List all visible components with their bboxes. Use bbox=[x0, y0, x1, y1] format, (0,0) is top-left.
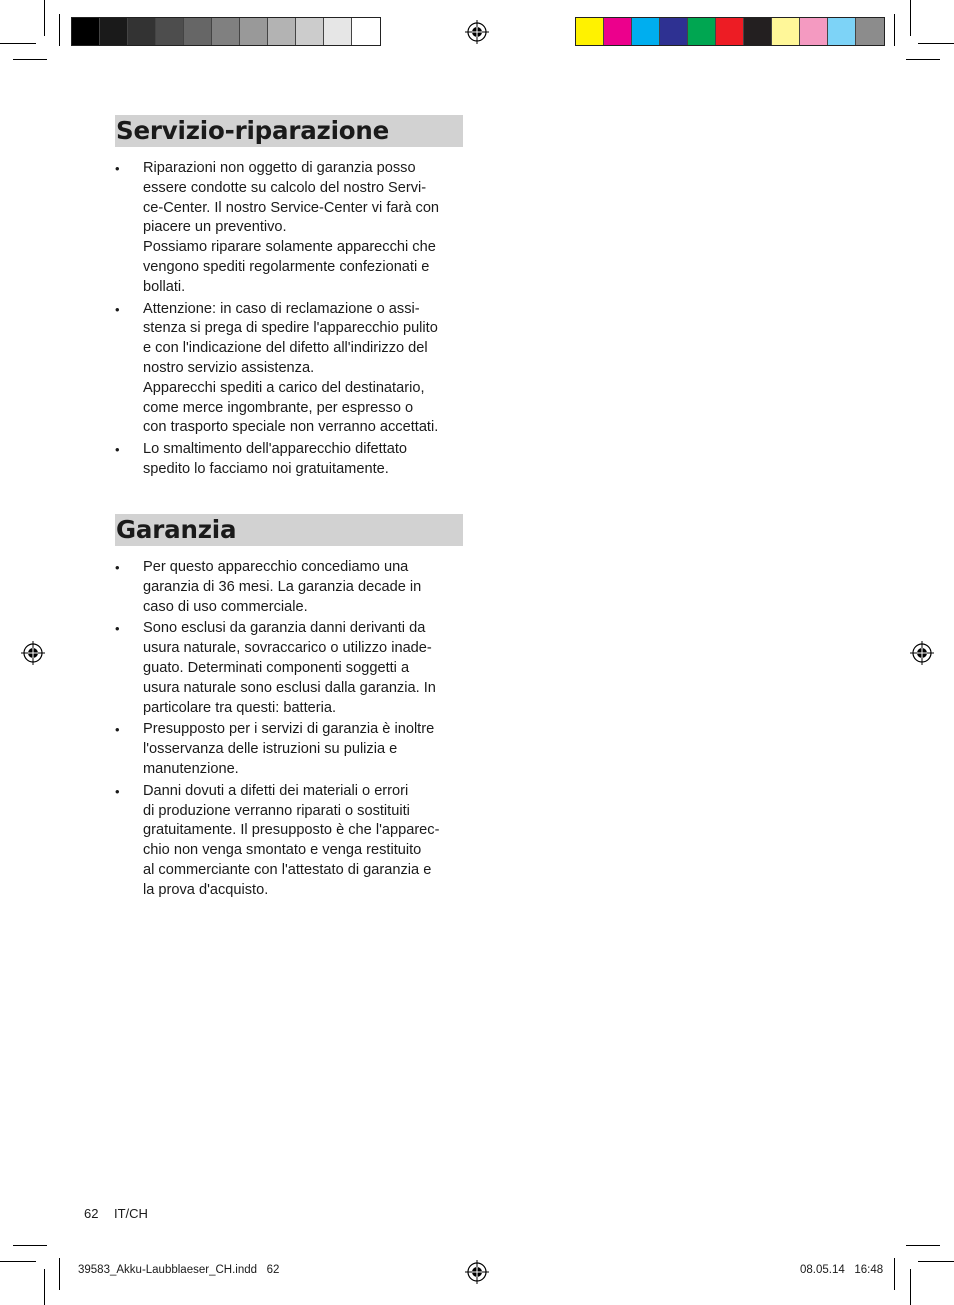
page-number: 62 bbox=[84, 1206, 99, 1221]
color-swatch bbox=[856, 18, 884, 45]
slug-datetime: 08.05.14 16:48 bbox=[800, 1264, 884, 1276]
color-swatch bbox=[576, 18, 604, 45]
color-swatch bbox=[828, 18, 856, 45]
registration-mark-icon-right bbox=[910, 641, 934, 665]
gray-swatch bbox=[352, 18, 380, 45]
registration-mark-icon-top bbox=[465, 20, 489, 44]
gray-swatch bbox=[184, 18, 212, 45]
warranty-heading: Garanzia bbox=[115, 514, 463, 546]
list-item: • Sono esclusi da garanzia danni derivanti da usura naturale, sovraccarico o utilizzo inade- guato. Determinati componenti soggetti a usura naturale sono esclusi dalla garanzia. In particolare tra questi: batteria. bbox=[115, 619, 467, 718]
service-heading: Servizio-riparazione bbox=[115, 115, 463, 147]
color-swatch bbox=[744, 18, 772, 45]
color-swatch bbox=[800, 18, 828, 45]
gray-swatch bbox=[156, 18, 184, 45]
gray-swatch bbox=[296, 18, 324, 45]
crop-mark-bottom-right-v bbox=[910, 1269, 911, 1305]
service-list bbox=[115, 159, 467, 482]
list-item: • Presupposto per i servizi di garanzia è inoltre l'osservanza delle istruzioni su pulizia e manutenzione. bbox=[115, 720, 467, 779]
list-item: • Riparazioni non oggetto di garanzia posso essere condotte su calcolo del nostro Servi- ce-Center. Il nostro Service-Center vi farà con piacere un preventivo. Possiamo riparare solamente apparecchi che vengono spediti regolarmente confezionati e bollati. bbox=[115, 159, 467, 298]
crop-mark-bottom-left-h bbox=[0, 1261, 36, 1262]
color-swatch bbox=[772, 18, 800, 45]
crop-mark-top-left-v bbox=[44, 0, 45, 36]
gray-swatch bbox=[72, 18, 100, 45]
crop-mark-top-left-v2 bbox=[59, 14, 60, 46]
crop-mark-top-right-h bbox=[918, 43, 954, 44]
list-item: • Lo smaltimento dell'apparecchio difettato spedito lo facciamo noi gratuitamente. bbox=[115, 440, 467, 480]
crop-mark-bottom-left-h2 bbox=[13, 1245, 47, 1246]
warranty-list bbox=[115, 558, 467, 903]
list-item: • Attenzione: in caso di reclamazione o assi- stenza si prega di spedire l'apparecchio pulito e con l'indicazione del difetto all'indirizzo del nostro servizio assistenza. Apparecchi spediti a carico del destinatario, come merce ingombrante, per espresso o con trasporto speciale non verranno accettati. bbox=[115, 300, 467, 439]
crop-mark-bottom-left-v bbox=[44, 1269, 45, 1305]
crop-mark-top-left-h bbox=[0, 43, 36, 44]
gray-swatch bbox=[268, 18, 296, 45]
crop-mark-top-right-v2 bbox=[894, 14, 895, 46]
crop-mark-bottom-right-v2 bbox=[894, 1258, 895, 1290]
gray-swatch bbox=[100, 18, 128, 45]
crop-mark-top-right-v bbox=[910, 0, 911, 36]
gray-swatch bbox=[324, 18, 352, 45]
crop-mark-bottom-right-h2 bbox=[906, 1245, 940, 1246]
crop-mark-bottom-left-v2 bbox=[59, 1258, 60, 1290]
color-swatch bbox=[688, 18, 716, 45]
gray-swatch bbox=[128, 18, 156, 45]
registration-mark-icon-left bbox=[21, 641, 45, 665]
list-item: • Per questo apparecchio concediamo una garanzia di 36 mesi. La garanzia decade in caso di uso commerciale. bbox=[115, 558, 467, 617]
crop-mark-top-right-h2 bbox=[906, 59, 940, 60]
slug-filename: 39583_Akku-Laubblaeser_CH.indd 62 bbox=[78, 1264, 280, 1276]
registration-mark-icon-bottom bbox=[465, 1260, 489, 1284]
color-swatch bbox=[604, 18, 632, 45]
color-swatch bbox=[716, 18, 744, 45]
gray-swatch bbox=[212, 18, 240, 45]
crop-mark-bottom-right-h bbox=[918, 1261, 954, 1262]
list-item: • Danni dovuti a difetti dei materiali o errori di produzione verranno riparati o sostituiti gratuitamente. Il presupposto è che l'apparec- chio non venga smontato e venga restituito al commerciante con l'attestato di garanzia e la prova d'acquisto. bbox=[115, 782, 467, 901]
language-code: IT/CH bbox=[114, 1206, 148, 1221]
color-swatch bbox=[660, 18, 688, 45]
grayscale-color-bar bbox=[71, 17, 381, 46]
crop-mark-top-left-h2 bbox=[13, 59, 47, 60]
gray-swatch bbox=[240, 18, 268, 45]
cmyk-color-bar bbox=[575, 17, 885, 46]
color-swatch bbox=[632, 18, 660, 45]
